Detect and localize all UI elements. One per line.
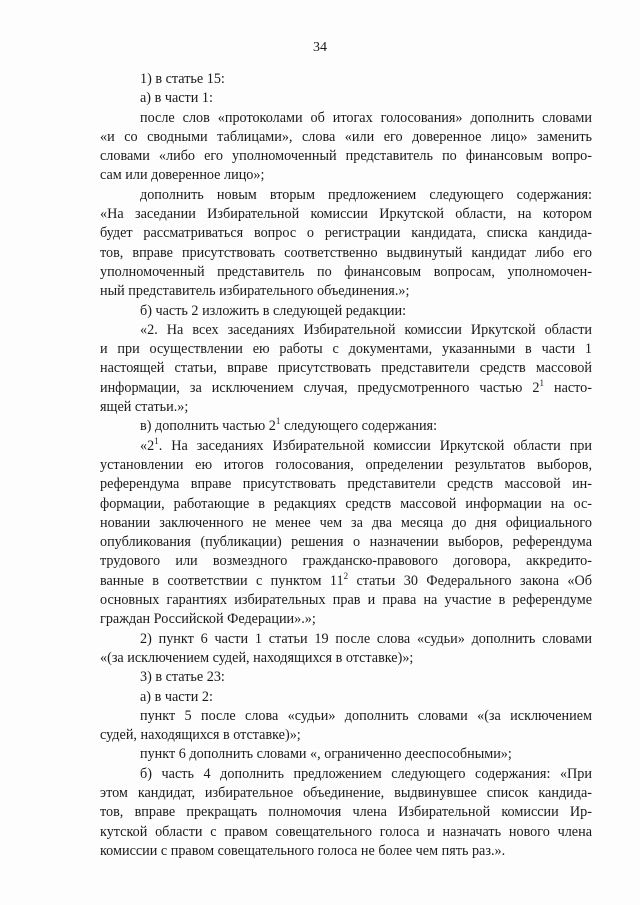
text-line <box>100 688 592 707</box>
text-line <box>100 533 592 552</box>
text-line-content: а) в части 1: <box>140 90 213 107</box>
text-line <box>100 784 592 803</box>
text-line <box>100 726 592 745</box>
text-line-content: судей, находящихся в отставке)»; <box>100 727 301 744</box>
document-body <box>100 70 592 861</box>
text-line-content: опубликования (публикации) решения о назначении выборов, референдума <box>100 534 592 551</box>
text-line <box>100 321 592 340</box>
text-line <box>100 417 592 436</box>
text-line <box>100 514 592 533</box>
text-line-content: информации, за исключением случая, предусмотренного частью 2 <box>100 379 540 396</box>
text-line-continuation: насто- <box>543 379 592 396</box>
text-line-content: референдума вправе присутствовать представители средств массовой ин- <box>100 476 592 493</box>
text-line-content: и при осуществлении ею работы с документами, указанными в части 1 <box>100 341 592 358</box>
text-line <box>100 379 592 398</box>
text-line-content: комиссии с правом совещательного голоса не более чем пять раз.». <box>100 842 506 859</box>
text-line <box>100 649 592 668</box>
text-line-content: после слов «протоколами об итогах голосования» дополнить словами <box>140 109 592 126</box>
text-line <box>100 359 592 378</box>
text-line <box>100 475 592 494</box>
text-line <box>100 224 592 243</box>
text-line-content: тов, вправе присутствовать соответственно выдвинутый кандидат либо его <box>100 244 592 261</box>
text-line <box>100 803 592 822</box>
text-line-content: основных гарантиях избирательных прав и права на участие в референдуме <box>100 592 592 609</box>
text-line-continuation: . На заседаниях Избирательной комиссии Иркутской области при <box>158 437 592 454</box>
text-line-content: формации, работающие в редакциях средств массовой информации на ос- <box>100 495 592 512</box>
text-line-content: «На заседании Избирательной комиссии Иркутской области, на котором <box>100 206 592 223</box>
text-line-continuation: следующего содержания: <box>280 418 438 435</box>
superscript: 1 <box>539 377 544 388</box>
text-line <box>100 572 592 591</box>
text-line-content: ный представитель избирательного объединения.»; <box>100 283 410 300</box>
text-line <box>100 456 592 475</box>
text-line <box>100 147 592 166</box>
text-line-content: граждан Российской Федерации».»; <box>100 611 316 628</box>
text-line <box>100 437 592 456</box>
text-line-content: 2) пункт 6 части 1 статьи 19 после слова «судьи» дополнить словами <box>140 630 592 647</box>
text-line <box>100 128 592 147</box>
text-line <box>100 745 592 764</box>
text-line-content: новании заключенного не менее чем за два месяца до дня официального <box>100 514 592 531</box>
text-line-content: ящей статьи.»; <box>100 399 189 416</box>
text-line-content: «2 <box>140 437 155 454</box>
text-line-content: установлении ею итогов голосования, определении результатов выборов, <box>100 456 592 473</box>
text-line-content: словами «либо его уполномоченный представитель по финансовым вопро- <box>100 148 592 165</box>
text-line <box>100 610 592 629</box>
text-line <box>100 591 592 610</box>
text-line <box>100 842 592 861</box>
text-line-content: уполномоченный представитель по финансовым вопросам, уполномочен- <box>100 263 592 280</box>
text-line <box>100 495 592 514</box>
superscript: 2 <box>343 570 349 581</box>
text-line-content: «(за исключением судей, находящихся в отставке)»; <box>100 649 414 666</box>
text-line <box>100 398 592 417</box>
text-line <box>100 552 592 571</box>
text-line <box>100 765 592 784</box>
text-line <box>100 244 592 263</box>
text-line <box>100 340 592 359</box>
text-line <box>100 263 592 282</box>
text-line-content: 1) в статье 15: <box>140 71 225 87</box>
text-line <box>100 668 592 687</box>
text-line-content: будет рассматриваться вопрос о регистрации кандидата, списка кандида- <box>100 225 592 242</box>
text-line-content: «2. На всех заседаниях Избирательной комиссии Иркутской области <box>140 321 592 338</box>
text-line <box>100 630 592 649</box>
text-line <box>100 166 592 185</box>
text-line-content: настоящей статьи, вправе присутствовать представители средств массовой <box>100 360 592 377</box>
text-line <box>100 302 592 321</box>
text-line-content: ванные в соответствии с пунктом 11 <box>100 572 344 589</box>
text-line <box>100 282 592 301</box>
page-number: 34 <box>313 40 327 55</box>
text-line-content: в) дополнить частью 2 <box>140 418 276 435</box>
superscript: 1 <box>154 435 159 446</box>
text-line-continuation: статьи 30 Федерального закона «Об <box>348 572 592 589</box>
text-line-content: пункт 5 после слова «судьи» дополнить словами «(за исключением <box>140 707 592 724</box>
text-line-content: пункт 6 дополнить словами «, ограниченно дееспособными»; <box>140 746 512 763</box>
text-line-content: 3) в статье 23: <box>140 669 225 686</box>
text-line <box>100 823 592 842</box>
text-line-content: а) в части 2: <box>140 688 213 705</box>
text-line <box>100 89 592 108</box>
text-line <box>100 707 592 726</box>
text-line <box>100 70 592 89</box>
text-line <box>100 186 592 205</box>
text-line-content: кутской области с правом совещательного голоса и назначать нового члена <box>100 823 592 840</box>
text-line-content: б) часть 4 дополнить предложением следующего содержания: «При <box>140 765 592 782</box>
text-line-content: «и со сводными таблицами», слова «или его доверенное лицо» заменить <box>100 128 592 145</box>
text-line <box>100 109 592 128</box>
text-line-content: сам или доверенное лицо»; <box>100 167 265 184</box>
text-line-content: тов, вправе прекращать полномочия члена Избирательной комиссии Ир- <box>100 804 592 821</box>
text-line-content: трудового или возмездного гражданско-правового договора, аккредито- <box>100 553 592 570</box>
superscript: 1 <box>275 416 281 427</box>
text-line-content: б) часть 2 изложить в следующей редакции: <box>140 302 407 319</box>
text-line-content: дополнить новым вторым предложением следующего содержания: <box>140 186 592 203</box>
text-line-content: этом кандидат, избирательное объединение, выдвинувшее список кандида- <box>100 784 592 801</box>
text-line <box>100 205 592 224</box>
